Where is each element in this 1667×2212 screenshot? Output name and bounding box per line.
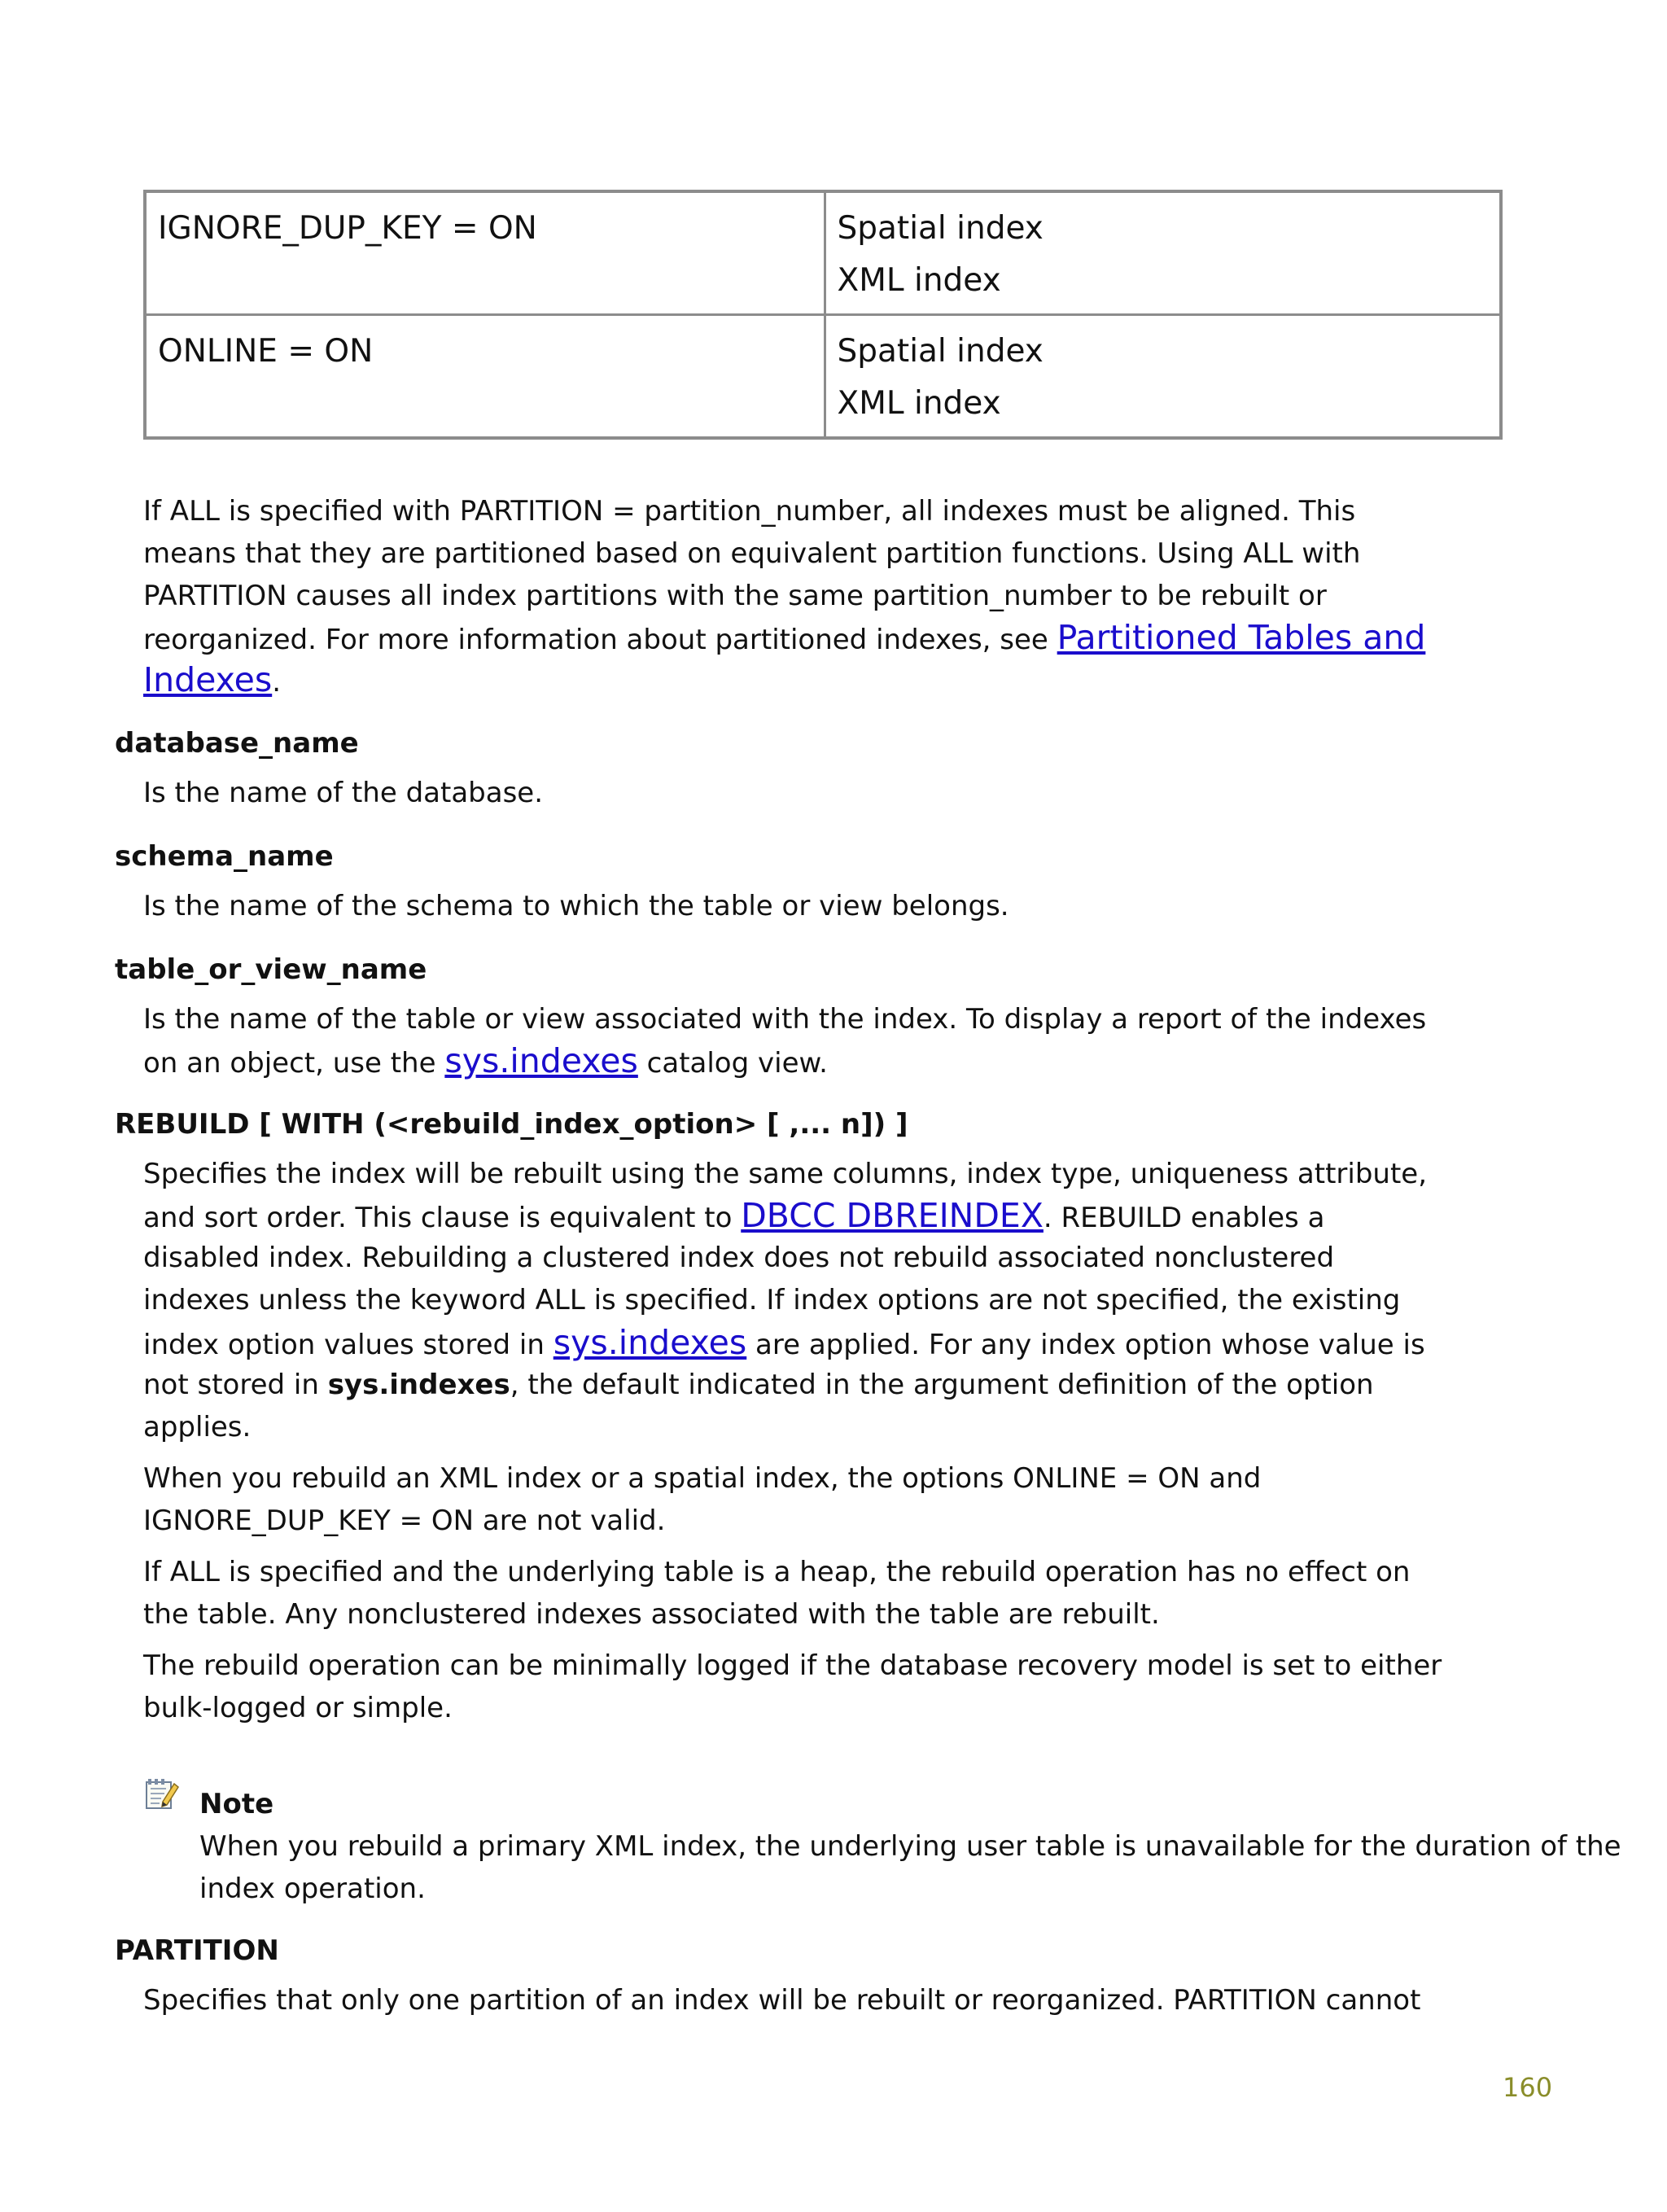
paragraph-line: Specifies that only one partition of an index will be rebuilt or reorganized. PARTITION cannot	[143, 1984, 1421, 2017]
index-type: XML index	[837, 385, 1001, 422]
note-text-line: When you rebuild a primary XML index, the underlying user table is unavailable for the duration of the	[199, 1830, 1621, 1863]
term-partition: PARTITION	[115, 1934, 279, 1967]
index-type: Spatial index	[837, 210, 1044, 247]
term-table-or-view-name: table_or_view_name	[115, 953, 427, 986]
term-description: Is the name of the schema to which the table or view belongs.	[143, 890, 1009, 922]
paragraph-line: applies.	[143, 1411, 252, 1443]
term-schema-name: schema_name	[115, 840, 334, 873]
paragraph-line: If ALL is specified and the underlying table is a heap, the rebuild operation has no effect on	[143, 1556, 1411, 1588]
note-pencil-icon	[145, 1777, 179, 1810]
index-type: XML index	[837, 262, 1001, 299]
paragraph-line: and sort order. This clause is equivalent to DBCC DBREINDEX. REBUILD enables a	[143, 1196, 1325, 1235]
table-cell-option: IGNORE_DUP_KEY = ON	[145, 191, 825, 315]
note-text-line: index operation.	[199, 1873, 426, 1905]
table-cell-index-types	[825, 315, 1501, 439]
table-cell-option: ONLINE = ON	[145, 315, 825, 439]
paragraph-line: When you rebuild an XML index or a spatial index, the options ONLINE = ON and	[143, 1462, 1262, 1495]
paragraph-line: not stored in sys.indexes, the default indicated in the argument definition of the option	[143, 1369, 1374, 1401]
table-row	[145, 191, 1501, 315]
term-rebuild: REBUILD [ WITH (<rebuild_index_option> [ ,... n]) ]	[115, 1108, 908, 1141]
paragraph-line: the table. Any nonclustered indexes associated with the table are rebuilt.	[143, 1598, 1160, 1631]
paragraph-line: The rebuild operation can be minimally logged if the database recovery model is set to either	[143, 1649, 1442, 1682]
term-description: Is the name of the database.	[143, 777, 544, 809]
sys-indexes-link[interactable]: sys.indexes	[553, 1323, 747, 1362]
partitioned-tables-link[interactable]: Partitioned Tables and	[1057, 618, 1426, 657]
paragraph-line: PARTITION causes all index partitions with the same partition_number to be rebuilt or	[143, 580, 1327, 612]
index-option-restrictions-table	[143, 190, 1503, 440]
paragraph-line: disabled index. Rebuilding a clustered index does not rebuild associated nonclustered	[143, 1242, 1335, 1274]
term-database-name: database_name	[115, 727, 359, 760]
index-type: Spatial index	[837, 333, 1044, 370]
note-title: Note	[199, 1788, 274, 1820]
paragraph-line: Specifies the index will be rebuilt using the same columns, index type, uniqueness attribute,	[143, 1158, 1428, 1190]
paragraph-line: means that they are partitioned based on equivalent partition functions. Using ALL with	[143, 537, 1361, 570]
dbcc-dbreindex-link[interactable]: DBCC DBREINDEX	[741, 1196, 1044, 1235]
paragraph-line: on an object, use the sys.indexes catalog view.	[143, 1041, 828, 1080]
table-cell-index-types	[825, 191, 1501, 315]
paragraph-line: indexes unless the keyword ALL is specified. If index options are not specified, the existing	[143, 1284, 1401, 1316]
paragraph-line: bulk-logged or simple.	[143, 1692, 453, 1724]
paragraph-line: IGNORE_DUP_KEY = ON are not valid.	[143, 1505, 666, 1537]
partitioned-tables-link-continued[interactable]: Indexes	[143, 660, 273, 699]
paragraph-line: Is the name of the table or view associated with the index. To display a report of the indexes	[143, 1003, 1427, 1036]
paragraph-line: reorganized. For more information about partitioned indexes, see Partitioned Tables and	[143, 618, 1426, 657]
sys-indexes-link[interactable]: sys.indexes	[444, 1041, 638, 1080]
paragraph-line: index option values stored in sys.indexes are applied. For any index option whose value is	[143, 1323, 1425, 1362]
page-number: 160	[1503, 2072, 1553, 2103]
table-row	[145, 315, 1501, 439]
paragraph-line: If ALL is specified with PARTITION = partition_number, all indexes must be aligned. This	[143, 495, 1356, 528]
paragraph-line: Indexes.	[143, 660, 282, 699]
